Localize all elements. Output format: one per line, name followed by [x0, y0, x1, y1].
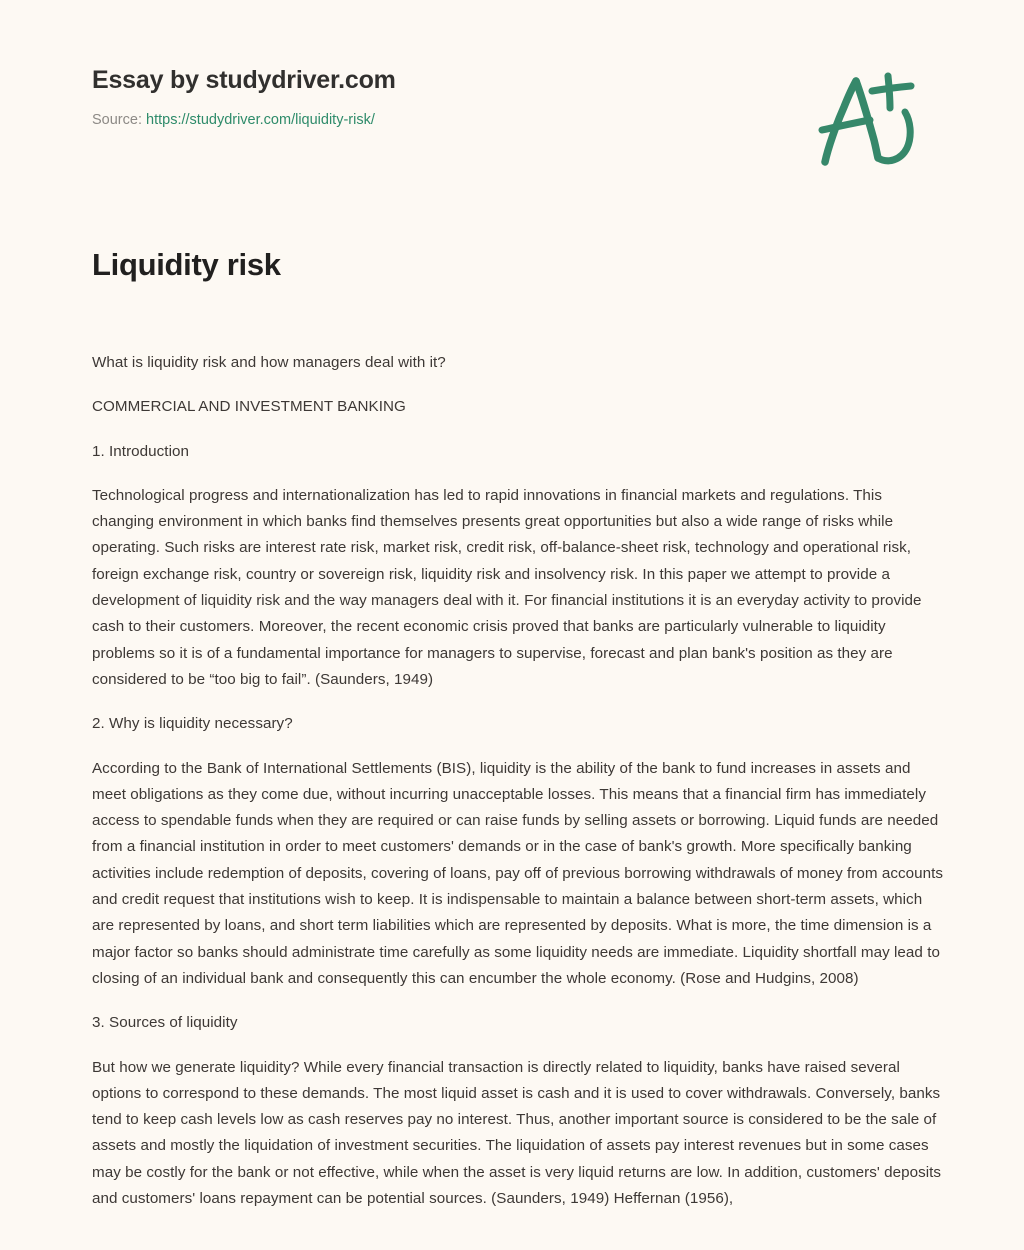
essay-paragraph: But how we generate liquidity? While every financial transaction is directly related to liquidity, banks have raised several options to correspond to these demands. The most liquid asset is cash and it is used to cover withdrawals. Conversely, banks tend to keep cash levels low as cash reserves pay no interest. Thus, another important source is considered to be the sale of assets and mostly the liquidation of investment securities. The liquidation of assets pay interest revenues but in some cases may be costly for the bank or not effective, while when the asset is very liquid returns are low. In addition, customers' deposits and customers' loans repayment can be potential sources. (Saunders, 1949) Heffernan (1956),	[92, 1058, 942, 1208]
essay-paragraph: 1. Introduction	[92, 442, 189, 460]
source-label: Source:	[92, 111, 142, 128]
page-header	[0, 0, 1024, 200]
page-title: Liquidity risk	[92, 247, 281, 282]
essay-paragraph: 2. Why is liquidity necessary?	[92, 715, 293, 733]
a-plus-logo-icon	[812, 68, 922, 173]
brand-block	[92, 66, 396, 129]
source-line	[92, 112, 396, 129]
brand-title: Essay by studydriver.com	[92, 66, 396, 94]
essay-body	[92, 350, 944, 1212]
source-url-link[interactable]: https://studydriver.com/liquidity-risk/	[146, 111, 375, 128]
essay-paragraph: 3. Sources of liquidity	[92, 1014, 238, 1032]
essay-paragraph: COMMERCIAL AND INVESTMENT BANKING	[92, 398, 406, 416]
essay-paragraph: According to the Bank of International Settlements (BIS), liquidity is the ability of the bank to fund increases in assets and meet obligations as they come due, without incurring unacceptable losses. This means that a financial firm has immediately access to spendable funds when they are required or can raise funds by selling assets or borrowing. Liquid funds are needed from a financial institution in order to meet customers' demands or in the case of bank's growth. More specifically banking activities include redemption of deposits, covering of loans, pay off of previous borrowing withdrawals of money from accounts and credit request that institutions wish to keep. It is indispensable to maintain a balance between short-term assets, which are represented by loans, and short term liabilities which are represented by deposits. What is more, the time dimension is a major factor so banks should administrate time carefully as some liquidity needs are immediate. Liquidity shortfall may lead to closing of an individual bank and consequently this can encumber the whole economy. (Rose and Hudgins, 2008)	[92, 759, 944, 987]
essay-paragraph: What is liquidity risk and how managers deal with it?	[92, 354, 446, 371]
essay-paragraph: Technological progress and internationalization has led to rapid innovations in financial markets and regulations. This changing environment in which banks find themselves presents great opportunities but also a wide range of risks while operating. Such risks are interest rate risk, market risk, credit risk, off-balance-sheet risk, technology and operational risk, foreign exchange risk, country or sovereign risk, liquidity risk and insolvency risk. In this paper we attempt to provide a development of liquidity risk and the way managers deal with it. For financial institutions it is an everyday activity to provide cash to their customers. Moreover, the recent economic crisis proved that banks are particularly vulnerable to liquidity problems so it is of a fundamental importance for managers to supervise, forecast and plan bank's position as they are considered to be “too big to fail”. (Saunders, 1949)	[92, 486, 922, 688]
